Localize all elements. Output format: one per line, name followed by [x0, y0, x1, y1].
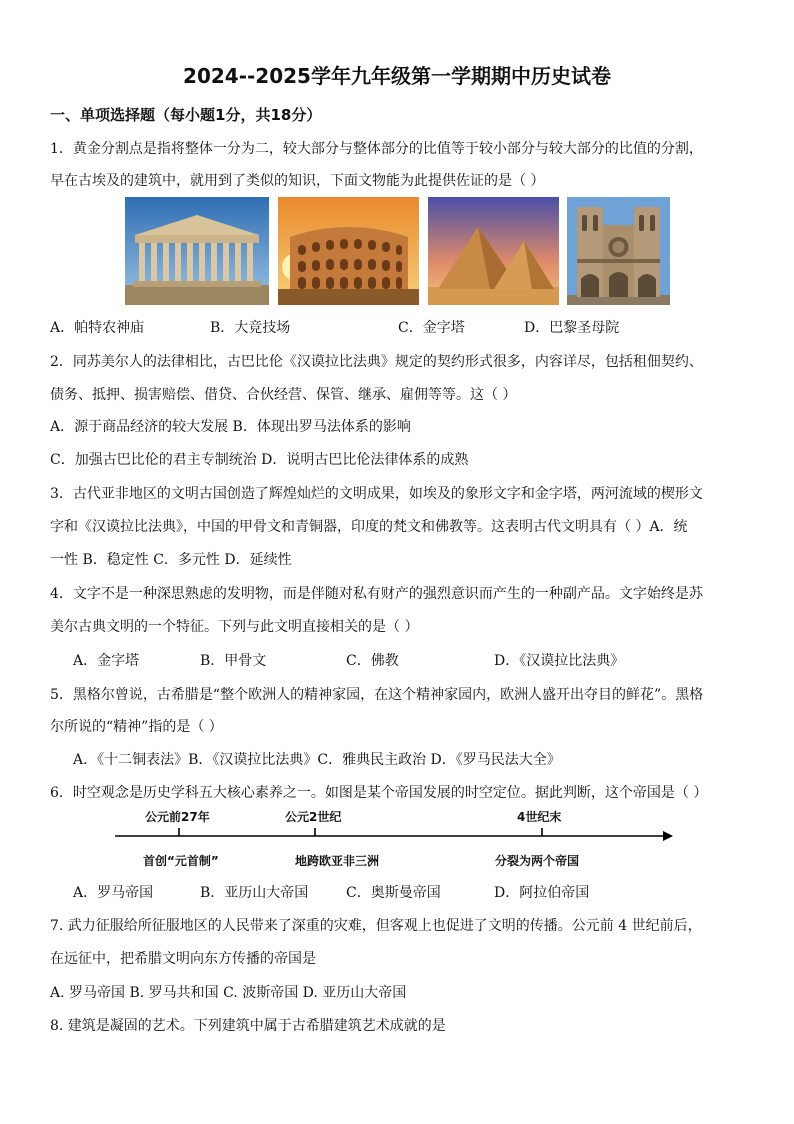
timeline-label-2-top: 公元2世纪: [285, 810, 342, 824]
q6-option-b: B．亚历山大帝国: [200, 885, 309, 901]
q1-option-b: B．大竞技场: [210, 320, 291, 336]
q1-stem-line2: 早在古埃及的建筑中，就用到了类似的知识，下面文物能为此提供佐证的是（ ）: [50, 173, 545, 189]
q5-stem-line2: 尔所说的“精神”指的是（ ）: [50, 719, 223, 735]
timeline-label-3-bottom: 分裂为两个帝国: [495, 854, 580, 868]
q1-option-a: A．帕特农神庙: [50, 320, 145, 336]
q6-option-c: C．奥斯曼帝国: [346, 885, 441, 901]
q3-stem-line2: 字和《汉谟拉比法典》，中国的甲骨文和青铜器，印度的梵文和佛教等。这表明古代文明具有（ ）A．统: [50, 519, 688, 535]
timeline-label-3-top: 4世纪末: [517, 810, 562, 824]
q6-stem-line1: 6．时空观念是历史学科五大核心素养之一。如图是某个帝国发展的时空定位。据此判断，这个帝国是（ ）: [50, 785, 708, 801]
notre-dame-image: [567, 197, 670, 305]
page-title: 2024--2025学年九年级第一学期期中历史试卷: [183, 64, 611, 88]
timeline-label-1-bottom: 首创“元首制”: [143, 854, 219, 868]
q2-stem-line2: 债务、抵押、损害赔偿、借贷、合伙经营、保管、继承、雇佣等等。这（ ）: [50, 387, 517, 403]
q1-image-row: [125, 197, 670, 305]
q5-options: A．《十二铜表法》B．《汉谟拉比法典》C．雅典民主政治 D．《罗马民法大全》: [73, 752, 561, 768]
q6-option-d: D．阿拉伯帝国: [494, 885, 590, 901]
q4-option-d: D．《汉谟拉比法典》: [494, 653, 625, 669]
parthenon-image: [125, 197, 269, 305]
q4-stem-line2: 美尔古典文明的一个特征。下列与此文明直接相关的是（ ）: [50, 619, 419, 635]
q3-stem-line1: 3．古代亚非地区的文明古国创造了辉煌灿烂的文明成果，如埃及的象形文字和金字塔，两河流域的楔形文: [50, 486, 703, 502]
q2-stem-line1: 2．同苏美尔人的法律相比，古巴比伦《汉谟拉比法典》规定的契约形式很多，内容详尽，包括租佃契约、: [50, 354, 703, 370]
section-heading: 一、单项选择题（每小题1分，共18分）: [50, 106, 322, 124]
q1-stem-line1: 1．黄金分割点是指将整体一分为二，较大部分与整体部分的比值等于较小部分与较大部分的比值的分割，: [50, 141, 703, 157]
q4-option-b: B．甲骨文: [200, 653, 267, 669]
q7-stem-line2: 在远征中，把希腊文明向东方传播的帝国是: [50, 951, 316, 967]
q5-stem-line1: 5．黑格尔曾说，古希腊是“整个欧洲人的精神家园，在这个精神家园内，欧洲人盛开出夺目的鲜花”。黑格: [50, 687, 704, 703]
q1-option-d: D．巴黎圣母院: [524, 320, 620, 336]
q1-option-c: C．金字塔: [398, 320, 465, 336]
colosseum-image: [278, 197, 419, 305]
q8-stem-line1: 8. 建筑是凝固的艺术。下列建筑中属于古希腊建筑艺术成就的是: [50, 1018, 446, 1034]
q6-timeline: [115, 808, 675, 870]
q6-option-a: A．罗马帝国: [73, 885, 154, 901]
timeline-label-2-bottom: 地跨欧亚非三洲: [295, 854, 380, 868]
q4-option-a: A．金字塔: [73, 653, 140, 669]
q4-stem-line1: 4．文字不是一种深思熟虑的发明物，而是伴随对私有财产的强烈意识而产生的一种副产品。文字始终是苏: [50, 586, 703, 602]
timeline-label-1-top: 公元前27年: [145, 810, 210, 824]
q2-options-cd: C．加强古巴比伦的君主专制统治 D．说明古巴比伦法律体系的成熟: [50, 452, 469, 468]
q7-options: A. 罗马帝国 B. 罗马共和国 C. 波斯帝国 D. 亚历山大帝国: [50, 985, 407, 1001]
q7-stem-line1: 7. 武力征服给所征服地区的人民带来了深重的灾难，但客观上也促进了文明的传播。公元前 4 世纪前后，: [50, 918, 702, 934]
q3-options: 一性 B．稳定性 C．多元性 D．延续性: [50, 552, 292, 568]
q4-option-c: C．佛教: [346, 653, 399, 669]
q2-options-ab: A．源于商品经济的较大发展 B．体现出罗马法体系的影响: [50, 419, 411, 435]
pyramid-image: [428, 197, 559, 305]
